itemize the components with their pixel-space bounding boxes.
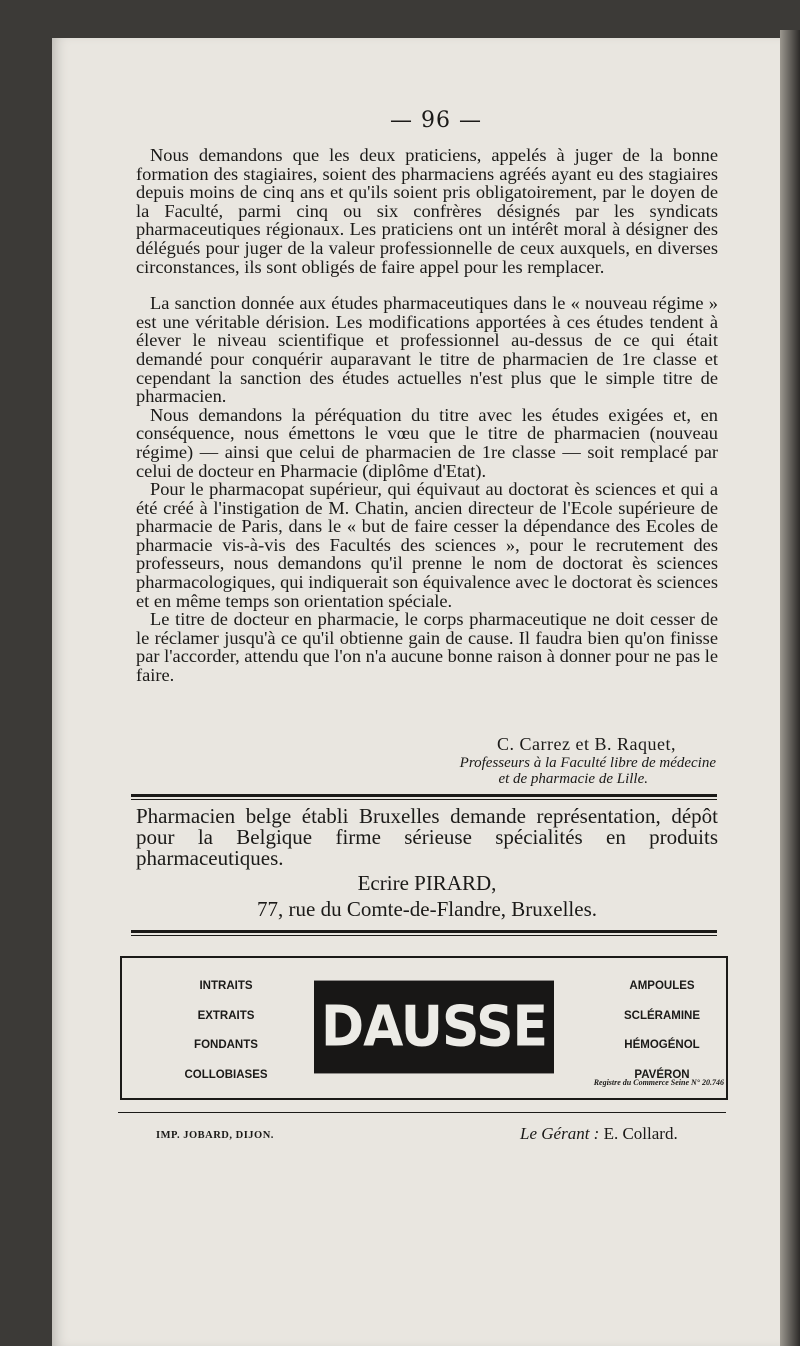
divider bbox=[131, 930, 717, 933]
paragraph: Pour le pharmacopat supérieur, qui équivaut au doctorat ès sciences et qui a été créé à l'instigation de M. Chatin, ancien directeur de l'Ecole supérieure de pharmacie de Paris, dans le « but de faire cesser la dépendance des Ecoles de pharmacie vis-à-vis des Facultés des sciences », pour le recrutement des professeurs, nous demandons qu'il prenne le nom de doctorat ès sciences pharmacologiques, qui indiquerait son équivalence avec le doctorat ès sciences et en même temps son orientation spéciale. bbox=[136, 479, 718, 611]
paragraph: Nous demandons que les deux praticiens, appelés à juger de la bonne formation des stagiaires, soient des pharmaciens agréés ayant eu des stagiaires depuis moins de cinq ans et qu'ils soient pris obligatoirement, par le doyen de la Faculté, parmi cinq ou six confrères désignés par les syndicats pharmaceutiques régionaux. Les praticiens ont un intérêt moral à désigner des délégués pour juger de la valeur professionnelle de ceux auxquels, en diverses circonstances, ils sont obligés de faire appel pour les remplacer. bbox=[136, 145, 718, 277]
right-product-list bbox=[612, 972, 712, 1090]
left-product-list bbox=[176, 972, 276, 1090]
contact-address: 77, rue du Comte-de-Flandre, Bruxelles. bbox=[257, 897, 597, 921]
product-name: COLLOBIASES bbox=[184, 1068, 268, 1081]
signature-names: C. Carrez et B. Raquet, bbox=[497, 734, 676, 754]
divider bbox=[118, 1112, 726, 1113]
notice-contact bbox=[136, 870, 718, 922]
classified-notice: Pharmacien belge établi Bruxelles demande représentation, dépôt pour la Belgique firme sérieuse spécialités en produits pharmaceutiques. bbox=[136, 804, 718, 870]
signature-block bbox=[136, 734, 716, 787]
divider bbox=[131, 794, 717, 797]
product-name: SCLÉRAMINE bbox=[623, 1009, 701, 1022]
article-body bbox=[136, 146, 718, 685]
brand-logo: DAUSSE bbox=[314, 981, 554, 1074]
product-name: INTRAITS bbox=[199, 980, 253, 992]
product-name: AMPOULES bbox=[629, 980, 695, 992]
page-edge bbox=[780, 30, 800, 1346]
printer-credit: IMP. JOBARD, DIJON. bbox=[156, 1130, 274, 1141]
product-name: PAVÉRON bbox=[634, 1068, 690, 1081]
page-number: — 96 — bbox=[390, 108, 482, 133]
manager-name: E. Collard. bbox=[603, 1124, 678, 1143]
divider bbox=[131, 799, 717, 800]
product-name: HÉMOGÉNOL bbox=[624, 1039, 700, 1051]
paragraph: Le titre de docteur en pharmacie, le corps pharmaceutique ne doit cesser de le réclamer jusqu'à ce qu'il obtienne gain de cause. Il faudra bien qu'on finisse par l'accorder, attendu que l'on n'a aucune bonne raison à donner pour ne pas le faire. bbox=[136, 609, 718, 686]
advertisement-box bbox=[120, 956, 728, 1100]
manager-label: Le Gérant : bbox=[520, 1124, 600, 1143]
divider bbox=[131, 935, 717, 936]
contact-name: Ecrire PIRARD, bbox=[357, 871, 497, 895]
product-name: FONDANTS bbox=[194, 1039, 258, 1051]
product-name: EXTRAITS bbox=[197, 1009, 255, 1022]
paragraph: La sanction donnée aux études pharmaceutiques dans le « nouveau régime » est une véritable dérision. Les modifications apportées à ces études tendent à élever le niveau scientifique et professionnel au-dessus de ce qui était demandé pour conquérir auparavant le titre de pharmacien de 1re classe et cependant la sanction des études actuelles n'est plus que le simple titre de pharmacien. bbox=[136, 293, 718, 407]
registry-number: Registre du Commerce Seine N° 20.746 bbox=[593, 1078, 724, 1087]
paragraph: Nous demandons la péréquation du titre avec les études exigées et, en conséquence, nous émettons le vœu que le titre de pharmacien (nouveau régime) — ainsi que celui de pharmacien de 1re classe — soit remplacé par celui de docteur en Pharmacie (diplôme d'Etat). bbox=[136, 404, 718, 481]
signature-title: et de pharmacie de Lille. bbox=[498, 771, 648, 787]
signature-title: Professeurs à la Faculté libre de médecine bbox=[459, 755, 716, 771]
manager-credit bbox=[520, 1124, 678, 1144]
